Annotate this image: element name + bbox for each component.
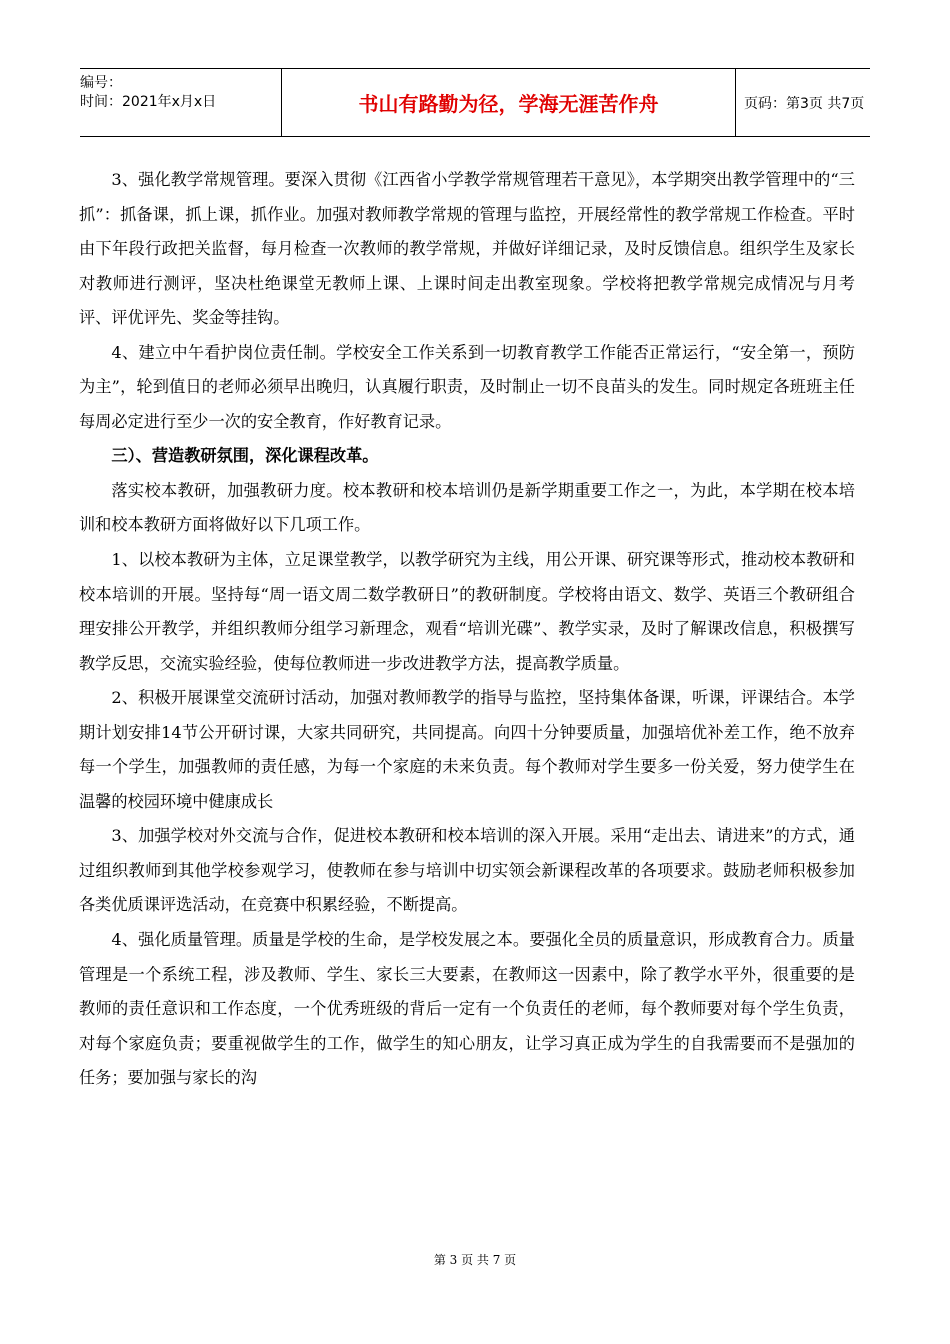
paragraph: 落实校本教研，加强教研力度。校本教研和校本培训仍是新学期重要工作之一，为此，本学期在校本培训和校本教研方面将做好以下几项工作。: [79, 480, 855, 535]
paragraph: 1、以校本教研为主体，立足课堂教学，以教学研究为主线，用公开课、研究课等形式，推动校本教研和校本培训的开展。坚持每“周一语文周二数学教研日”的教研制度。学校将由语文、数学、英语三个教研组合理安排公开教学，并组织教师分组学习新理念，观看“培训光碟”、教学实录，及时了解课改信息，积极撰写教学反思，交流实验经验，使每位教师进一步改进教学方法，提高教学质量。: [79, 550, 855, 673]
document-body: [79, 163, 855, 1096]
section-heading: 三）、营造教研氛围，深化课程改革。: [111, 446, 379, 466]
paragraph: 4、建立中午看护岗位责任制。学校安全工作关系到一切教育教学工作能否正常运行，“安全第一，预防为主”，轮到值日的老师必须早出晚归，认真履行职责，及时制止一切不良苗头的发生。同时规定各班班主任每周必定进行至少一次的安全教育，作好教育记录。: [79, 342, 855, 431]
paragraph: 2、积极开展课堂交流研讨活动，加强对教师教学的指导与监控，坚持集体备课，听课，评课结合。本学期计划安排14节公开研讨课，大家共同研究，共同提高。向四十分钟要质量，加强培优补差工作，绝不放弃每一个学生，加强教师的责任感，为每一个家庭的未来负责。每个教师对学生要多一份关爱，努力使学生在温馨的校园环境中健康成长: [79, 688, 855, 811]
header-meta: [80, 69, 281, 136]
header-page-label: 页码：第3页 共7页: [744, 95, 865, 112]
paragraph: 3、强化教学常规管理。要深入贯彻《江西省小学教学常规管理若干意见》，本学期突出教学管理中的“三抓”：抓备课，抓上课，抓作业。加强对教师教学常规的管理与监控，开展经常性的教学常规工作检查。平时由下年段行政把关监督，每月检查一次教师的教学常规，并做好详细记录，及时反馈信息。组织学生及家长对教师进行测评，坚决杜绝课堂无教师上课、上课时间走出教室现象。学校将把教学常规完成情况与月考评、评优评先、奖金等挂钩。: [79, 170, 855, 328]
page-header: [80, 68, 870, 137]
paragraph: 3、加强学校对外交流与合作，促进校本教研和校本培训的深入开展。采用“走出去、请进来”的方式，通过组织教师到其他学校参观学习，使教师在参与培训中切实领会新课程改革的各项要求。鼓励老师积极参加各类优质课评选活动，在竞赛中积累经验，不断提高。: [79, 826, 855, 915]
document-time-label: 时间：2021年x月x日: [80, 94, 217, 110]
paragraph: 4、强化质量管理。质量是学校的生命，是学校发展之本。要强化全员的质量意识，形成教育合力。质量管理是一个系统工程，涉及教师、学生、家长三大要素，在教师这一因素中，除了教学水平外，很重要的是教师的责任意识和工作态度，一个优秀班级的背后一定有一个负责任的老师，每个教师要对每个学生负责，对每个家庭负责；要重视做学生的工作，做学生的知心朋友，让学习真正成为学生的自我需要而不是强加的任务；要加强与家长的沟: [79, 930, 855, 1088]
page-footer: 第 3 页 共 7 页: [433, 1253, 517, 1267]
document-number-label: 编号：: [80, 75, 122, 91]
header-motto: 书山有路勤为径，学海无涯苦作舟: [281, 69, 736, 136]
